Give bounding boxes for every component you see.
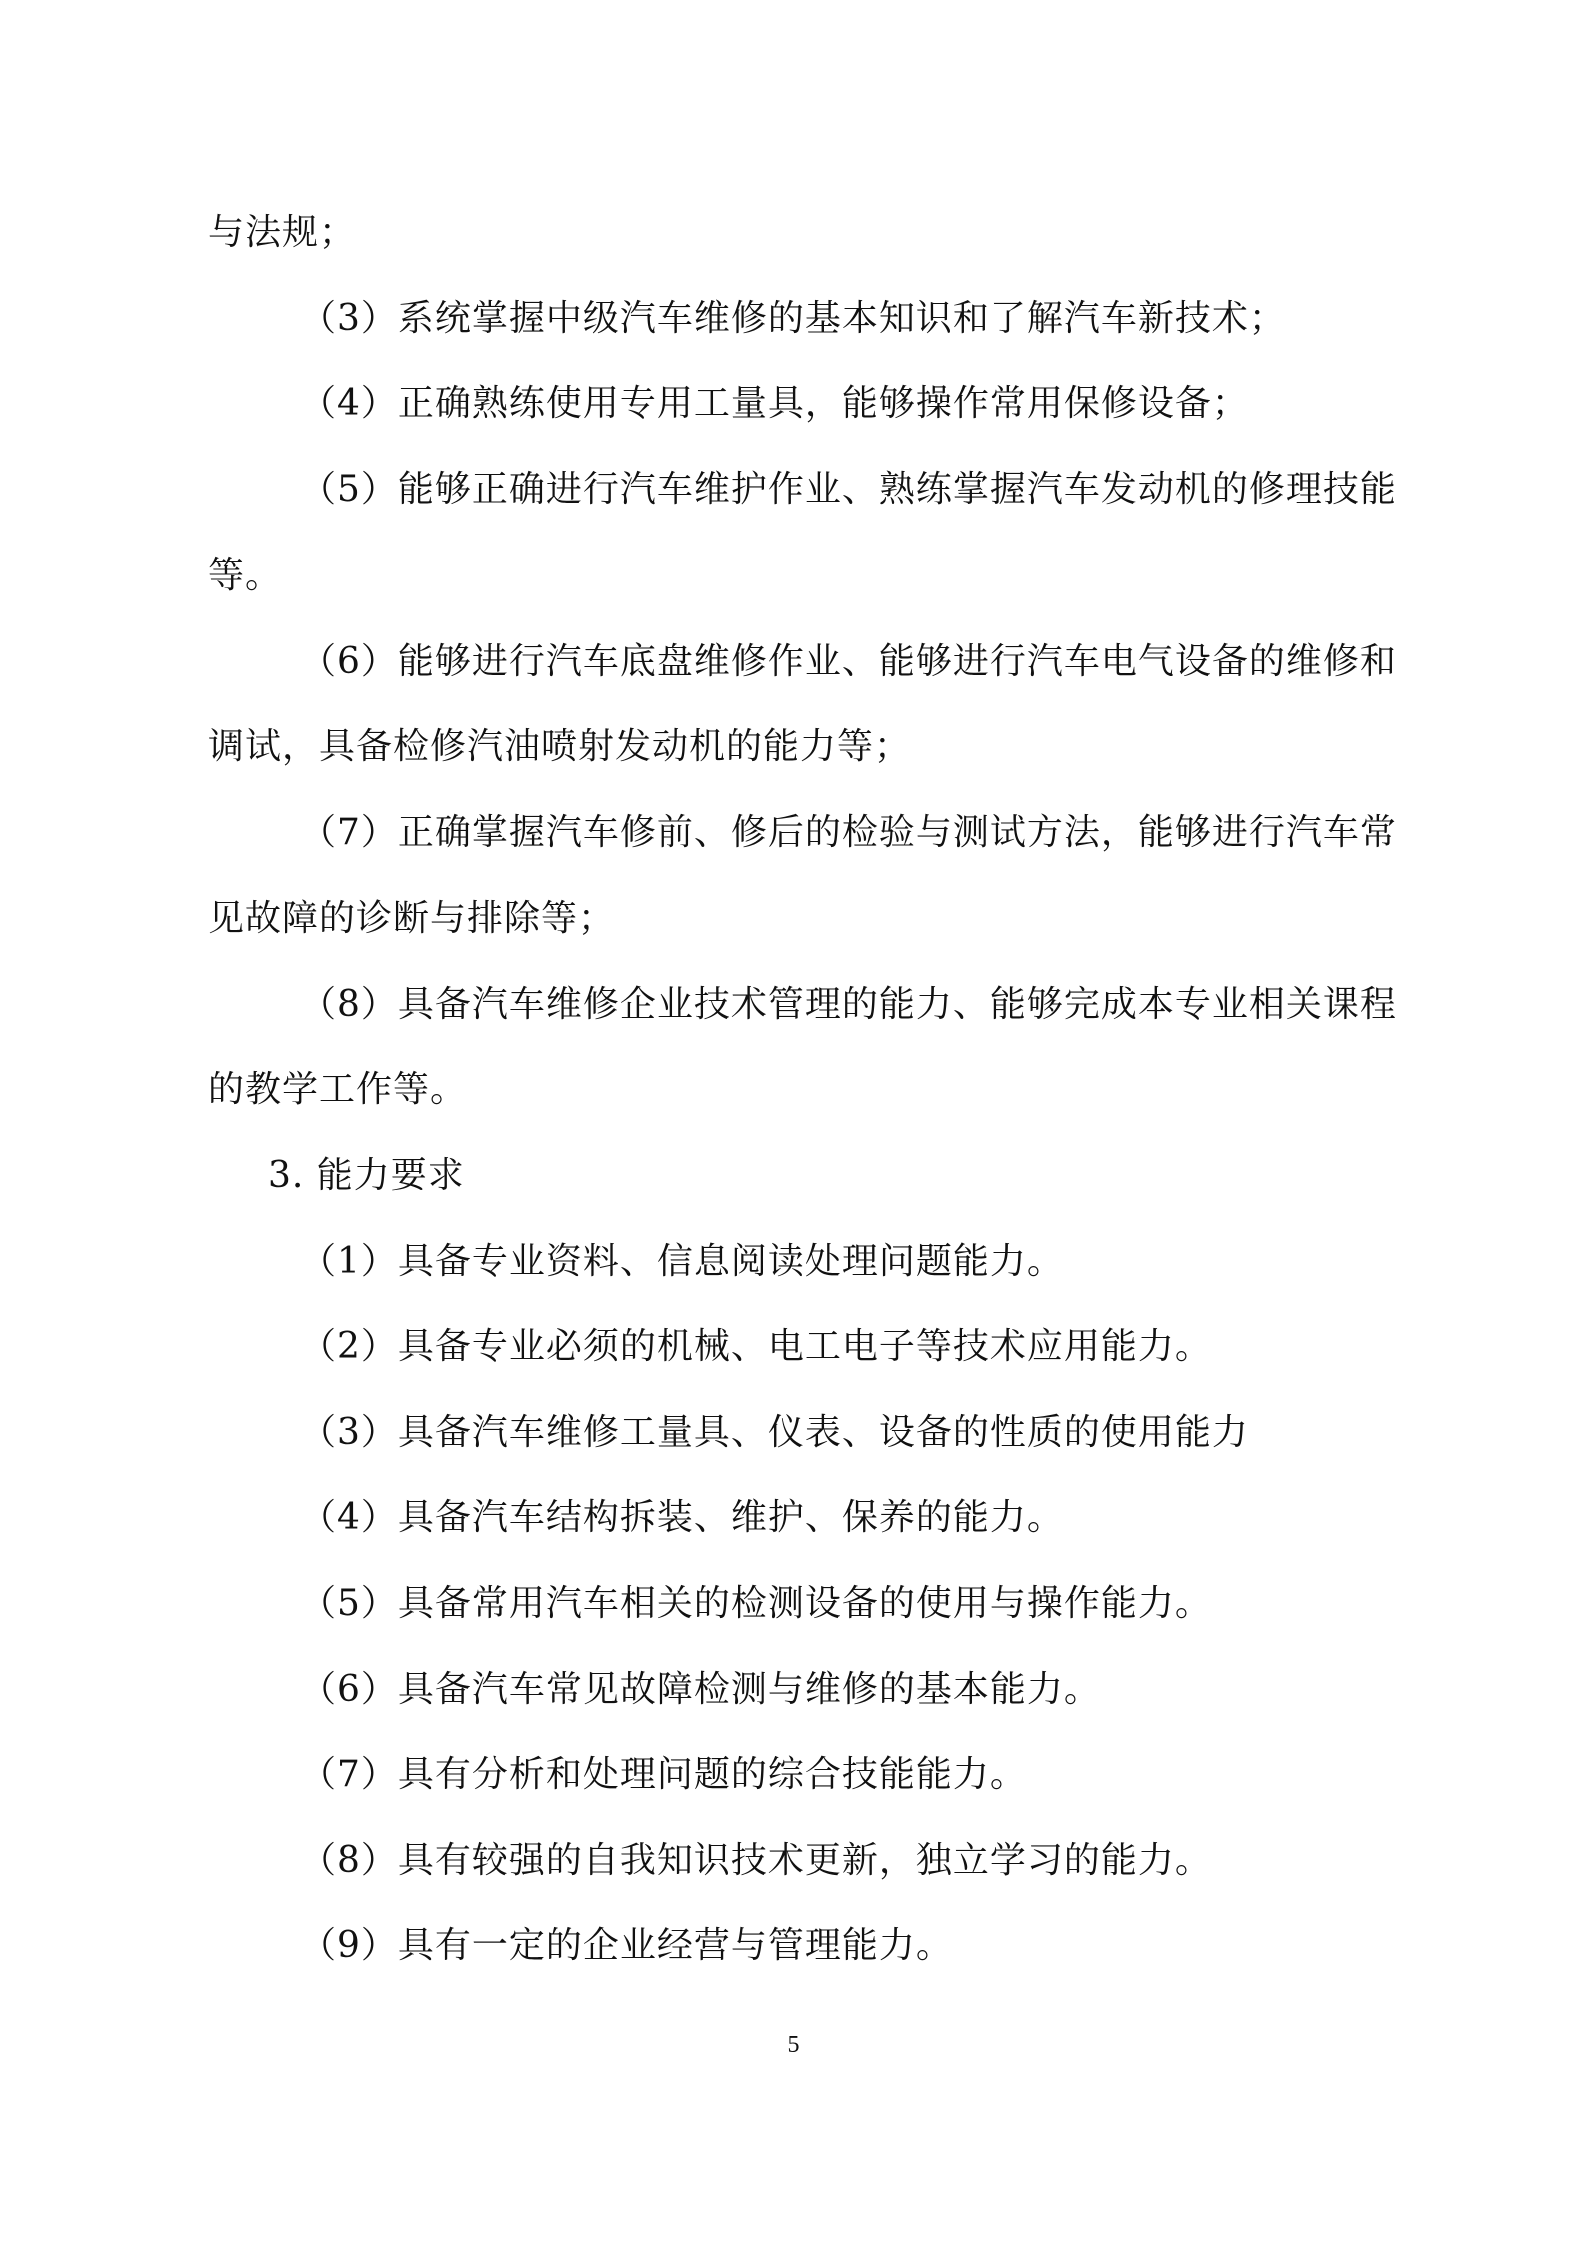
text-line-knowledge-7: （7）正确掌握汽车修前、修后的检验与测试方法，能够进行汽车常 [300,812,1397,853]
text-line-ability-5: （5）具备常用汽车相关的检测设备的使用与操作能力。 [300,1583,1212,1624]
text-line-ability-8: （8）具有较强的自我知识技术更新，独立学习的能力。 [300,1840,1212,1881]
text-line-law-continuation: 与法规； [208,212,357,253]
text-line-knowledge-6: （6）能够进行汽车底盘维修作业、能够进行汽车电气设备的维修和 [300,641,1397,682]
text-line-ability-9: （9）具有一定的企业经营与管理能力。 [300,1925,953,1966]
text-line-knowledge-8: （8）具备汽车维修企业技术管理的能力、能够完成本专业相关课程 [300,984,1397,1025]
text-line-ability-2: （2）具备专业必须的机械、电工电子等技术应用能力。 [300,1326,1212,1367]
text-line-knowledge-7-cont: 见故障的诊断与排除等； [208,898,616,939]
text-line-knowledge-6-cont: 调试，具备检修汽油喷射发动机的能力等； [208,726,912,767]
text-line-knowledge-3: （3）系统掌握中级汽车维修的基本知识和了解汽车新技术； [300,298,1286,339]
text-line-knowledge-4: （4）正确熟练使用专用工量具，能够操作常用保修设备； [300,383,1249,424]
text-line-ability-7: （7）具有分析和处理问题的综合技能能力。 [300,1754,1027,1795]
text-line-knowledge-5: （5）能够正确进行汽车维护作业、熟练掌握汽车发动机的修理技能 [300,469,1397,510]
text-line-ability-3: （3）具备汽车维修工量具、仪表、设备的性质的使用能力 [300,1412,1249,1453]
page-number: 5 [787,2032,800,2058]
text-line-knowledge-5-cont: 等。 [208,555,283,596]
text-line-ability-1: （1）具备专业资料、信息阅读处理问题能力。 [300,1241,1064,1282]
text-line-ability-4: （4）具备汽车结构拆装、维护、保养的能力。 [300,1497,1064,1538]
text-line-ability-6: （6）具备汽车常见故障检测与维修的基本能力。 [300,1669,1101,1710]
section-heading-ability-requirements: 3. 能力要求 [268,1155,465,1196]
text-line-knowledge-8-cont: 的教学工作等。 [208,1069,468,1110]
